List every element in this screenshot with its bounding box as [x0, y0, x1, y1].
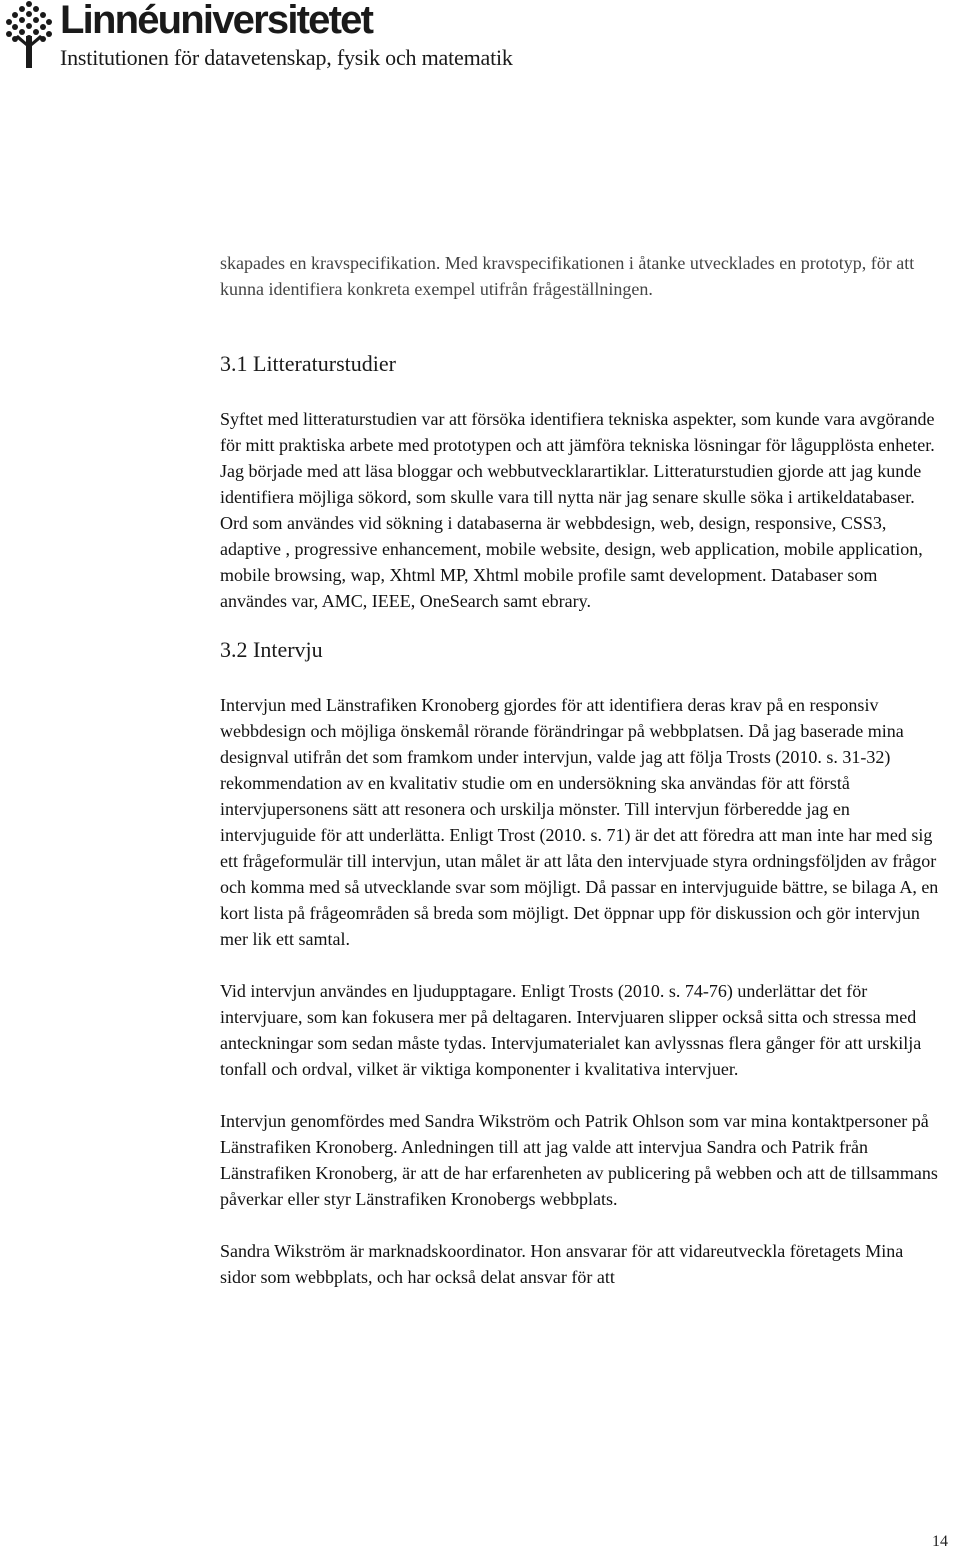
page-number: 14 [932, 1533, 948, 1550]
section-3-2-paragraph-2: Vid intervjun användes en ljudupptagare. Enligt Trosts (2010. s. 74-76) underlättar det för intervjuare, som kan fokusera mer på deltagaren. Intervjuaren slipper också sitta och stressa med anteckningar som sedan måste tydas. Intervjumaterialet kan avlyssnas flera gånger för att urskilja tonfall och ordval, vilket är viktiga komponenter i kvalitativa intervjuer. [220, 981, 922, 1079]
section-3-2-paragraph-1: Intervjun med Länstrafiken Kronoberg gjordes för att identifiera deras krav på en responsiv webbdesign och möjliga önskemål rörande förändringar på webbplatsen. Då jag baserade mina designval utifrån det som framkom under intervjun, valde jag att följa Trosts (2010. s. 31-32) rekommendation av en kvalitativ studie om en undersökning ska användas för att förstå intervjupersonens sätt att resonera och urskilja mönster. Till intervjun förberedde jag en intervjuguide för att underlätta. Enligt Trost (2010. s. 71) är det att föredra att man inte har med sig ett frågeformulär till intervjun, utan målet är att låta den intervjuade styra ordningsföljden av frågor och komma med så utvecklande svar som möjligt. Då passar en intervjuguide bättre, se bilaga A, en kort lista på frågeområden så breda som möjligt. Det öppnar upp för diskussion och gör intervjun mer lik ett samtal. [220, 695, 939, 949]
university-name: Linnéuniversitetet [60, 0, 373, 42]
tree-logo-icon [4, 0, 54, 70]
section-3-2-paragraph-3: Intervjun genomfördes med Sandra Wikström och Patrik Ohlson som var mina kontaktpersoner på Länstrafiken Kronoberg. Anledningen till att jag valde att intervjua Sandra och Patrik från Länstrafiken Kronoberg, är att de har erfarenheten av publicering på webben och att de tillsammans påverkar eller styr Länstrafiken Kronobergs webbplats. [220, 1111, 938, 1209]
section-3-2-paragraph-4: Sandra Wikström är marknadskoordinator. Hon ansvarar för att vidareutveckla företagets Mina sidor som webbplats, och har också delat ansvar för att [220, 1241, 904, 1287]
section-heading-3-1: 3.1 Litteraturstudier [220, 351, 396, 376]
section-3-1-paragraph: Syftet med litteraturstudien var att försöka identifiera tekniska aspekter, som kunde vara avgörande för mitt praktiska arbete med prototypen och att jämföra tekniska lösningar för lågupplösta enheter. Jag började med att läsa bloggar och webbutvecklarartiklar. Litteraturstudien gjorde att jag kunde identifiera möjliga sökord, som skulle vara till nytta när jag senare skulle söka i artikeldatabaser. Ord som användes vid sökning i databaserna är webbdesign, web, design, responsive, CSS3, adaptive , progressive enhancement, mobile website, design, web application, mobile application, mobile browsing, wap, Xhtml MP, Xhtml mobile profile samt development. Databaser som användes var, AMC, IEEE, OneSearch samt ebrary. [220, 409, 935, 611]
page-header [0, 0, 960, 80]
intro-paragraph: skapades en kravspecifikation. Med kravspecifikationen i åtanke utvecklades en prototyp, för att kunna identifiera konkreta exempel utifrån frågeställningen. [220, 253, 915, 299]
document-body [220, 250, 940, 1290]
institution-name: Institutionen för datavetenskap, fysik och matematik [60, 45, 513, 70]
section-heading-3-2: 3.2 Intervju [220, 637, 323, 662]
